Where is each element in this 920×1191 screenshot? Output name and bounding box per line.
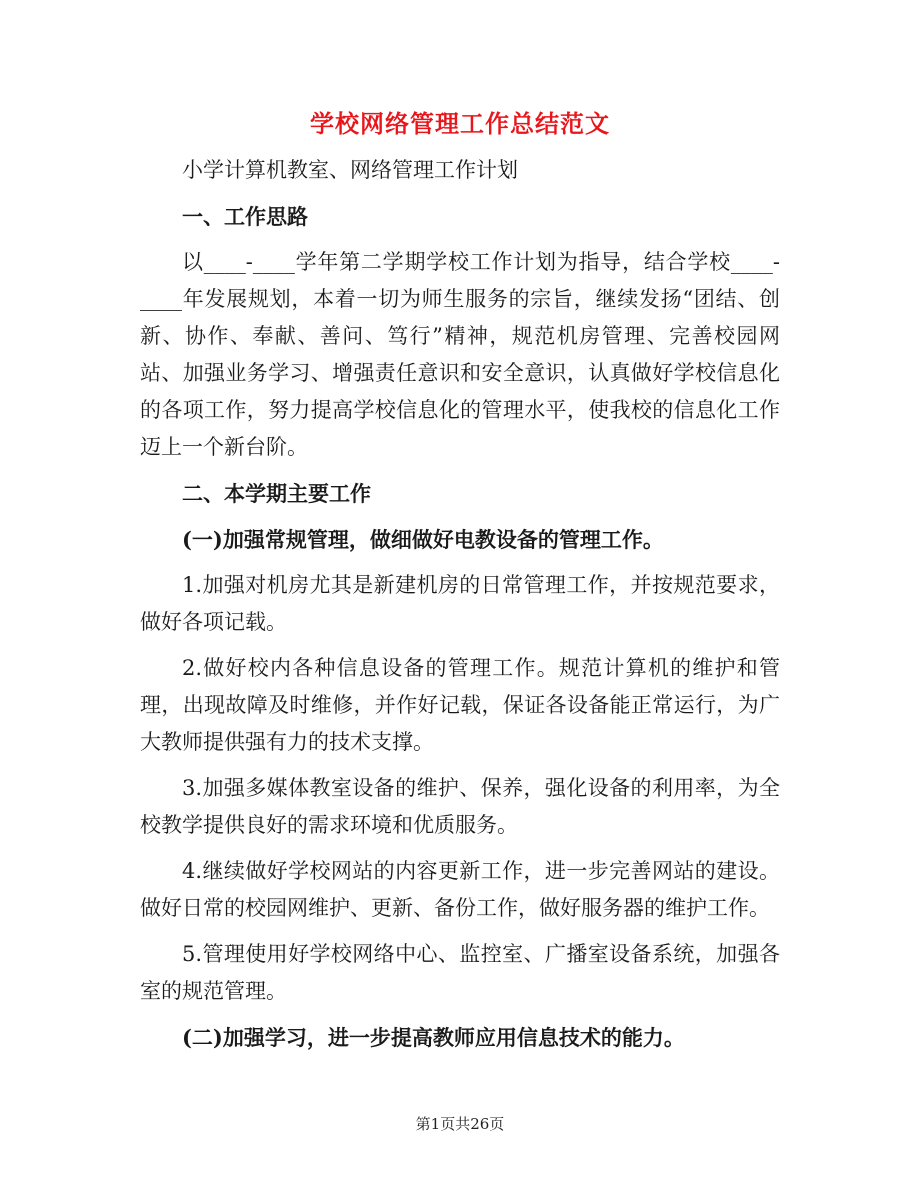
section-heading-1: 一、工作思路 — [182, 204, 308, 229]
list-item: 4.继续做好学校网站的内容更新工作，进一步完善网站的建设。做好日常的校园网维护、更新、备份工作，做好服务器的维护工作。 — [140, 859, 780, 920]
subsection-heading-2: (二)加强学习，进一步提高教师应用信息技术的能力。 — [182, 1025, 685, 1050]
list-item: 1.加强对机房尤其是新建机房的日常管理工作，并按规范要求，做好各项记载。 — [140, 573, 780, 634]
subsection-heading-1: (一)加强常规管理，做细做好电教设备的管理工作。 — [182, 527, 664, 552]
list-item: 5.管理使用好学校网络中心、监控室、广播室设备系统，加强各室的规范管理。 — [140, 942, 780, 1003]
document-title: 学校网络管理工作总结范文 — [310, 109, 610, 138]
list-item: 3.加强多媒体教室设备的维护、保养，强化设备的利用率，为全校教学提供良好的需求环境和优质服务。 — [140, 776, 780, 837]
list-item: 2.做好校内各种信息设备的管理工作。规范计算机的维护和管理，出现故障及时维修，并作好记载，保证各设备能正常运行，为广大教师提供强有力的技术支撑。 — [140, 656, 780, 754]
section-paragraph-1: 以____-____学年第二学期学校工作计划为指导，结合学校____-____年发展规划，本着一切为师生服务的宗旨，继续发扬“团结、创新、协作、奉献、善问、笃行”精神，规范机房管理、完善校园网站、加强业务学习、增强责任意识和安全意识，认真做好学校信息化的各项工作，努力提高学校信息化的管理水平，使我校的信息化工作迈上一个新台阶。 — [140, 250, 780, 459]
section-heading-2: 二、本学期主要工作 — [182, 481, 371, 506]
document-body — [140, 152, 780, 1065]
document-subtitle: 小学计算机教室、网络管理工作计划 — [182, 158, 518, 182]
page-number: 第1页共26页 — [415, 1115, 505, 1133]
